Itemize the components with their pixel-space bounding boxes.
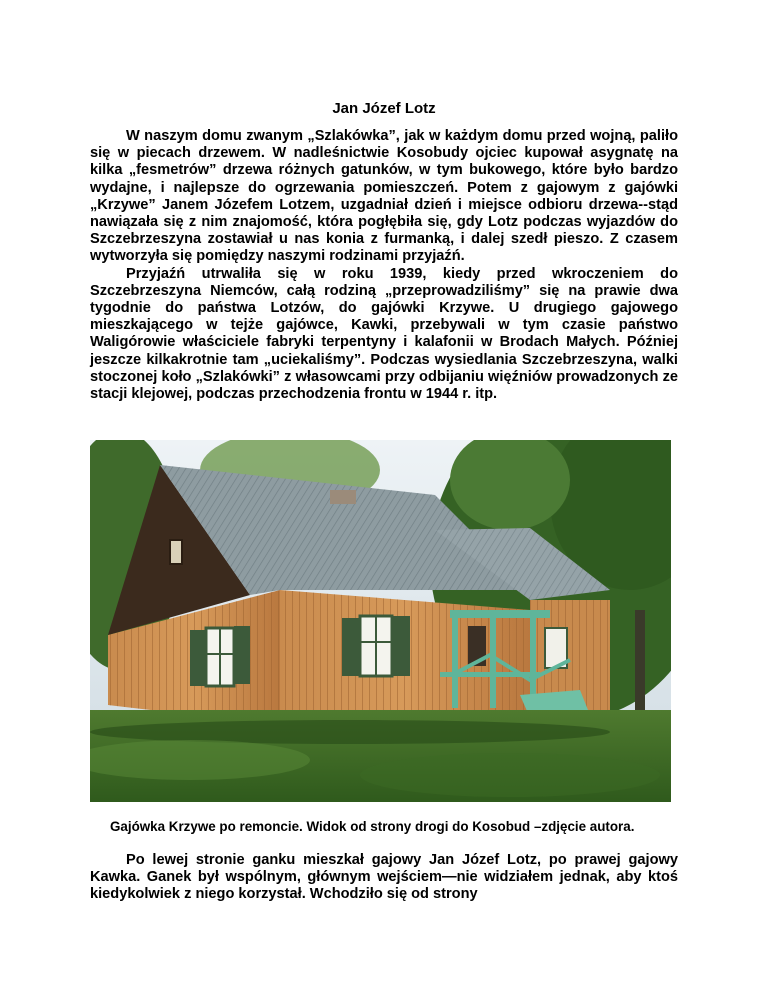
body-text-top: [90, 128, 678, 403]
paragraph: Po lewej stronie ganku mieszkał gajowy Jan Józef Lotz, po prawej gajowy Kawka. Ganek był wspólnym, głównym wejściem—nie widziałem jednak, aby ktoś kiedykolwiek z niego korzystał. Wchodziło się od strony: [90, 852, 678, 903]
document-title: Jan Józef Lotz: [332, 100, 436, 117]
body-text-bottom: [90, 852, 678, 904]
photo-caption: Gajówka Krzywe po remoncie. Widok od strony drogi do Kosobud –zdjęcie autora.: [110, 819, 635, 834]
paragraph: Przyjaźń utrwaliła się w roku 1939, kiedy przed wkroczeniem do Szczebrzeszyna Niemców, całą rodziną „przeprowadziliśmy” się na prawie dwa tygodnie do państwa Lotzów, do gajówki Krzywe. U drugiego gajowego mieszkającego w tejże gajówce, Kawki, przebywali w tym czasie państwo Waligórowie właściciele fabryki terpentyny i kalafonii w Brodach Małych. Później jeszcze kilkakrotnie tam „uciekaliśmy”. Podczas wysiedlania Szczebrzeszyna, walki stoczonej koło „Szlakówki” z własowcami przy odbijaniu więźniów prowadzonych ze stacji klejowej, podczas przechodzenia frontu w 1944 r. itp.: [90, 265, 678, 403]
paragraph: W naszym domu zwanym „Szlakówka”, jak w każdym domu przed wojną, paliło się w piecach drzewem. W nadleśnictwie Kosobudy ojciec kupował asygnatę na kilka „fesmetrów” drzewa różnych gatunków, w tym bukowego, które było bardzo wydajne, i najlepsze do ogrzewania pomieszczeń. Potem z gajowym z gajówki „Krzywe” Janem Józefem Lotzem, uzgadniał dzień i miejsce odbioru drzewa--stąd nawiązała się z nim znajomość, która pogłębiła się, gdy Lotz podczas wyjazdów do Szczebrzeszyna zostawiał u nas konia z furmanką, i dalej szedł pieszo. Z czasem wytworzyła się pomiędzy naszymi rodzinami przyjaźń.: [90, 128, 678, 265]
house-photo: [90, 440, 671, 802]
